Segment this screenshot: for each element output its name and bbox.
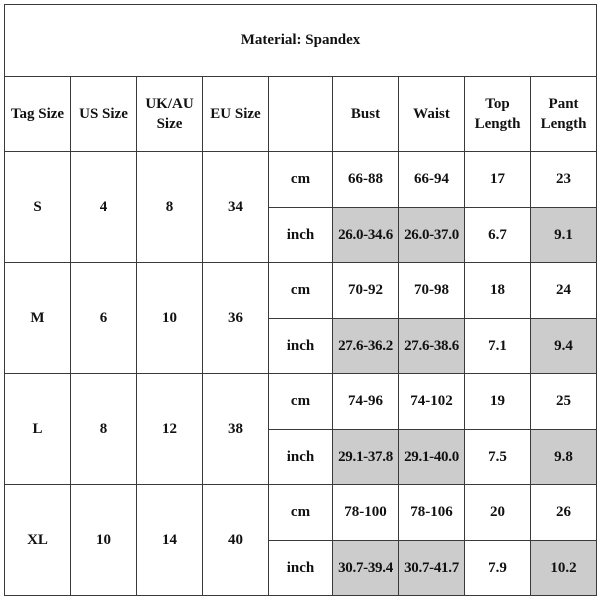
bust-cm-cell: 66-88: [333, 152, 399, 207]
eu-size-cell: 38: [203, 374, 269, 485]
tag-size-cell: XL: [5, 485, 71, 596]
waist-cm-cell: 78-106: [399, 485, 465, 540]
eu-size-cell: 36: [203, 263, 269, 374]
header-top-length-line1: Top: [485, 95, 510, 112]
header-pant-length-line1: Pant: [548, 95, 579, 112]
waist-inch-cell: 30.7-41.7: [399, 540, 465, 596]
header-us-size: US Size: [71, 76, 137, 152]
unit-label-inch: inch: [269, 207, 333, 262]
unit-label-cm: cm: [269, 152, 333, 207]
unit-label-inch: inch: [269, 540, 333, 596]
top-length-inch-cell: 7.9: [465, 540, 531, 596]
bust-inch-cell: 30.7-39.4: [333, 540, 399, 596]
waist-cm-cell: 66-94: [399, 152, 465, 207]
unit-label-cm: cm: [269, 485, 333, 540]
header-pant-length-line2: Length: [540, 115, 587, 132]
bust-inch-cell: 29.1-37.8: [333, 429, 399, 484]
table-row-cm: [5, 263, 597, 318]
uk-au-size-cell: 14: [137, 485, 203, 596]
size-chart-table: [4, 4, 597, 596]
waist-inch-cell: 26.0-37.0: [399, 207, 465, 262]
eu-size-cell: 34: [203, 152, 269, 263]
pant-length-cm-cell: 24: [531, 263, 597, 318]
eu-size-cell: 40: [203, 485, 269, 596]
table-row-cm: [5, 485, 597, 540]
tag-size-cell: S: [5, 152, 71, 263]
pant-length-inch-cell: 9.8: [531, 429, 597, 484]
waist-inch-cell: 27.6-38.6: [399, 318, 465, 373]
header-bust: Bust: [333, 76, 399, 152]
header-waist: Waist: [399, 76, 465, 152]
pant-length-cm-cell: 26: [531, 485, 597, 540]
uk-au-size-cell: 10: [137, 263, 203, 374]
bust-cm-cell: 70-92: [333, 263, 399, 318]
pant-length-inch-cell: 9.1: [531, 207, 597, 262]
header-tag-size: Tag Size: [5, 76, 71, 152]
header-uk-au-size: [137, 76, 203, 152]
pant-length-inch-cell: 9.4: [531, 318, 597, 373]
us-size-cell: 10: [71, 485, 137, 596]
top-length-cm-cell: 20: [465, 485, 531, 540]
header-uk-au-line2: Size: [156, 115, 183, 132]
tag-size-cell: L: [5, 374, 71, 485]
pant-length-cm-cell: 25: [531, 374, 597, 429]
bust-cm-cell: 78-100: [333, 485, 399, 540]
us-size-cell: 6: [71, 263, 137, 374]
unit-label-inch: inch: [269, 429, 333, 484]
waist-inch-cell: 29.1-40.0: [399, 429, 465, 484]
header-top-length-line2: Length: [474, 115, 521, 132]
top-length-inch-cell: 7.5: [465, 429, 531, 484]
bust-inch-cell: 27.6-36.2: [333, 318, 399, 373]
chart-title: Material: Spandex: [5, 5, 597, 77]
unit-label-cm: cm: [269, 374, 333, 429]
uk-au-size-cell: 12: [137, 374, 203, 485]
bust-cm-cell: 74-96: [333, 374, 399, 429]
header-uk-au-line1: UK/AU: [145, 95, 194, 112]
tag-size-cell: M: [5, 263, 71, 374]
top-length-cm-cell: 18: [465, 263, 531, 318]
header-top-length: [465, 76, 531, 152]
unit-label-cm: cm: [269, 263, 333, 318]
pant-length-cm-cell: 23: [531, 152, 597, 207]
top-length-cm-cell: 19: [465, 374, 531, 429]
waist-cm-cell: 74-102: [399, 374, 465, 429]
unit-label-inch: inch: [269, 318, 333, 373]
top-length-cm-cell: 17: [465, 152, 531, 207]
waist-cm-cell: 70-98: [399, 263, 465, 318]
top-length-inch-cell: 7.1: [465, 318, 531, 373]
header-row: [5, 76, 597, 152]
pant-length-inch-cell: 10.2: [531, 540, 597, 596]
us-size-cell: 8: [71, 374, 137, 485]
header-unit: [269, 76, 333, 152]
header-pant-length: [531, 76, 597, 152]
table-row-cm: [5, 152, 597, 207]
us-size-cell: 4: [71, 152, 137, 263]
header-eu-size: EU Size: [203, 76, 269, 152]
top-length-inch-cell: 6.7: [465, 207, 531, 262]
bust-inch-cell: 26.0-34.6: [333, 207, 399, 262]
uk-au-size-cell: 8: [137, 152, 203, 263]
table-row-cm: [5, 374, 597, 429]
